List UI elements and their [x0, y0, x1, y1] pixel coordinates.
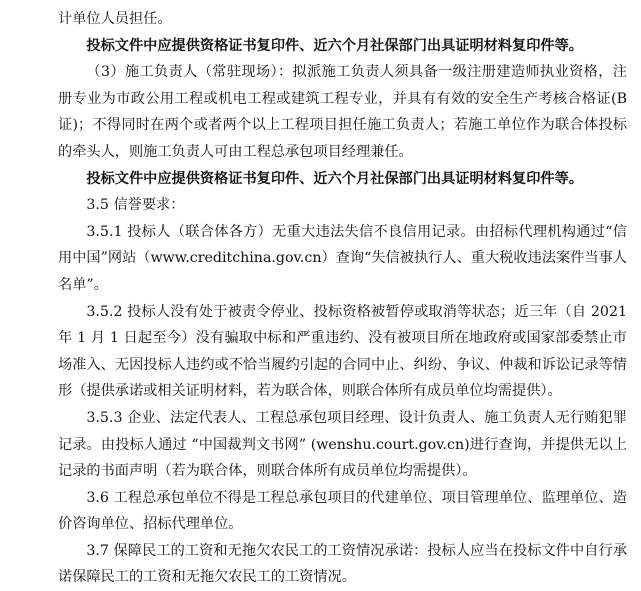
paragraph-3-7: 3.7 保障民工的工资和无拖欠农民工的工资情况承诺：投标人应当在投标文件中自行承诺保障民工的工资和无拖欠农民工的工资情况。 [58, 542, 627, 586]
paragraph-3-5-2: 3.5.2 投标人没有处于被责令停业、投标资格被暂停或取消等状态；近三年（自 2021 年 1 月 1 日起至今）没有骗取中标和严重违约、没有被项目所在地政府或国家部委禁止市场准入、无因投标人违约或不恰当履约引起的合同中止、纠纷、争议、仲裁和诉讼记录等情形（提供承诺或相关证明材料，若为联合体，则联合体所有成员单位均需提供）。 [58, 303, 627, 400]
paragraph-bold-requirement: 投标文件中应提供资格证书复印件、近六个月社保部门出具证明材料复印件等。 [86, 37, 583, 54]
paragraph-construction-lead: （3）施工负责人（常驻现场）：拟派施工负责人须具备一级注册建造师执业资格，注册专业为市政公用工程或机电工程或建筑工程专业，并具有有效的安全生产考核合格证(B 证)；不得同时在两个或者两个以上工程项目担任施工负责人；若施工单位作为联合体投标的牵头人，则施工负责人可由工程总承包项目经理兼任。 [58, 64, 627, 160]
paragraph-bold-requirement-2: 投标文件中应提供资格证书复印件、近六个月社保部门出具证明材料复印件等。 [86, 170, 583, 187]
paragraph-3-5-1: 3.5.1 投标人（联合体各方）无重大违法失信不良信用记录。由招标代理机构通过“信用中国”网站（www.creditchina.gov.cn）查询“失信被执行人、重大税收违法案件当事人名单”。 [58, 223, 627, 293]
paragraph-credit-heading: 3.5 信誉要求： [86, 197, 185, 214]
paragraph-3-6: 3.6 工程总承包单位不得是工程总承包项目的代建单位、项目管理单位、监理单位、造价咨询单位、招标代理单位。 [58, 489, 627, 533]
paragraph-continuation: 计单位人员担任。 [58, 11, 172, 27]
paragraph-3-5-3: 3.5.3 企业、法定代表人、工程总承包项目经理、设计负责人、施工负责人无行贿犯罪记录。由投标人通过 “中国裁判文书网” (wenshu.court.gov.cn)进行查询，并提供无以上记录的书面声明（若为联合体，则联合体所有成员单位均需提供）。 [58, 409, 627, 480]
